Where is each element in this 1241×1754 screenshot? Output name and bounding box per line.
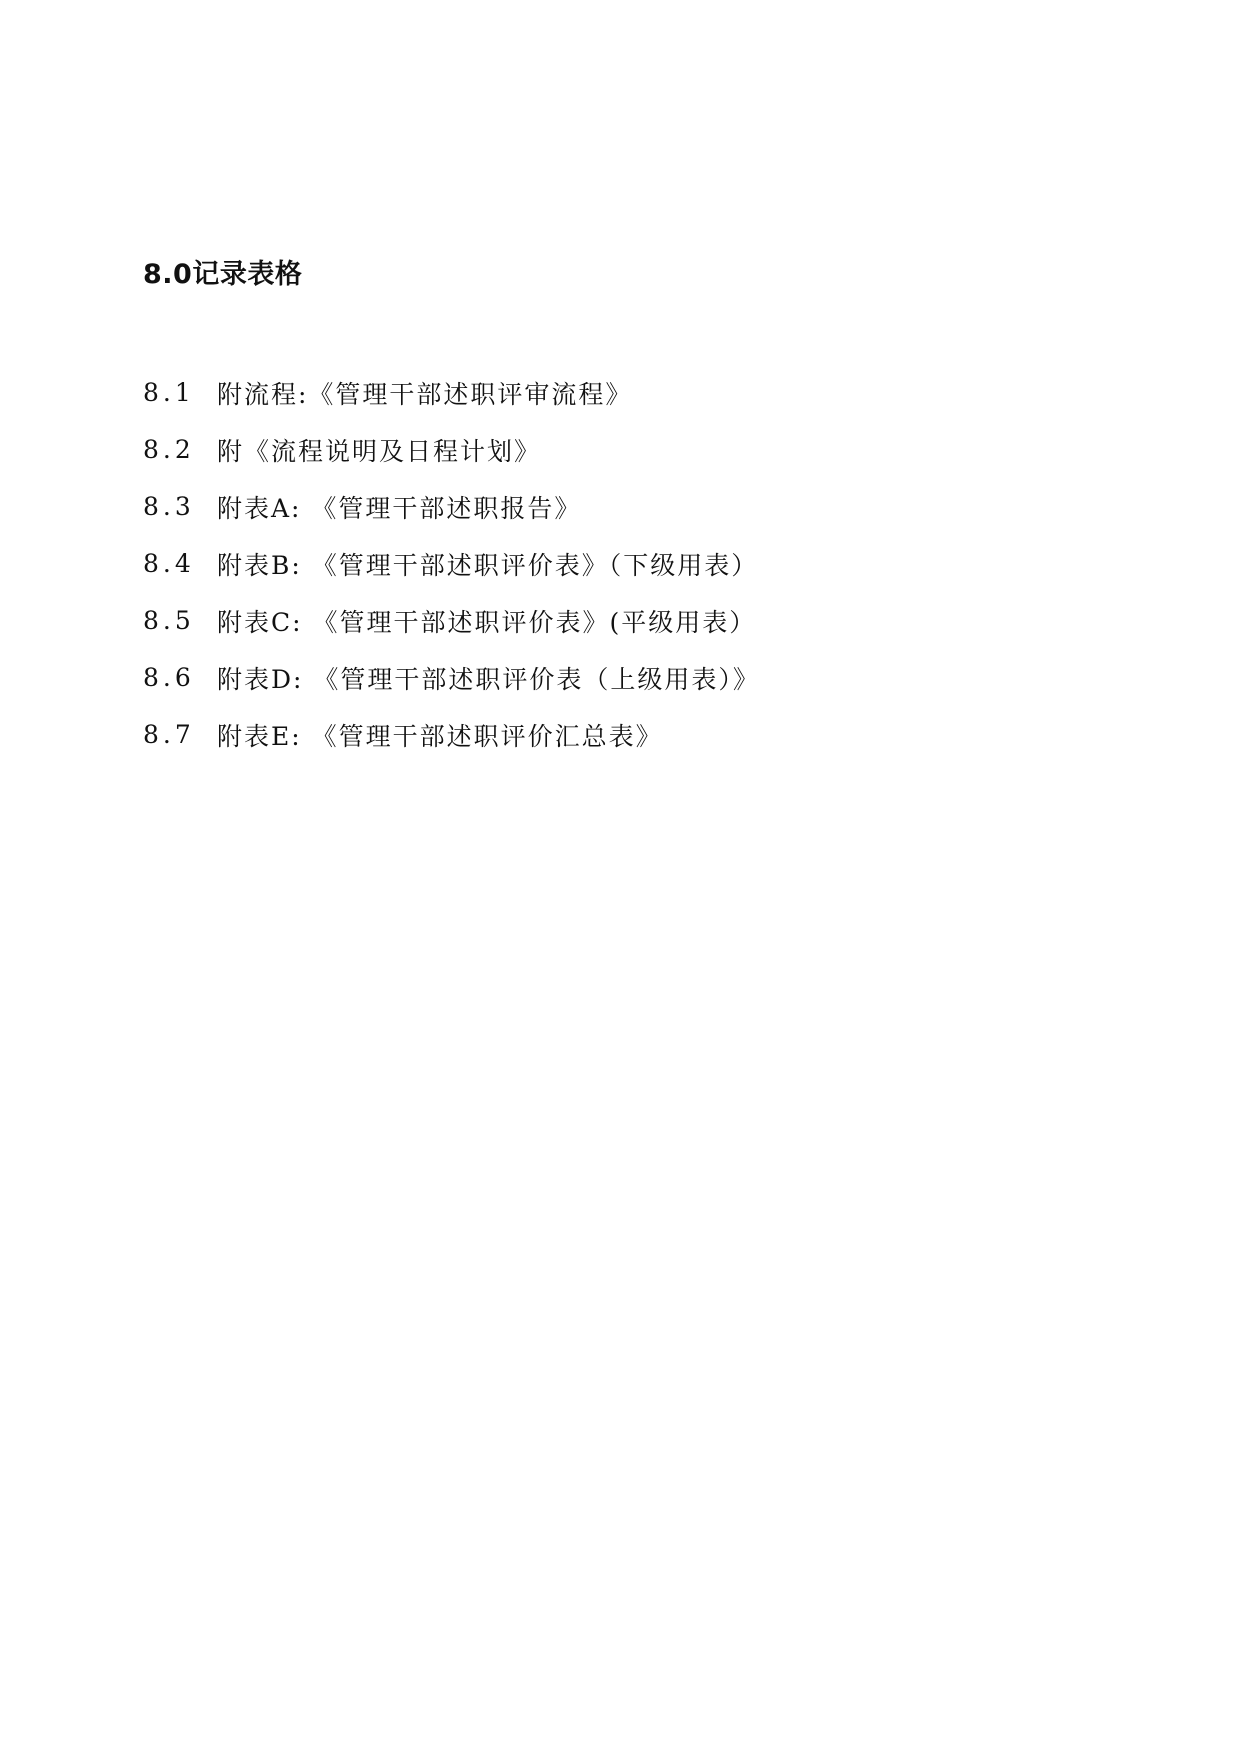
item-number: 8.4 xyxy=(143,549,195,578)
item-text: 附表E: 《管理干部述职评价汇总表》 xyxy=(217,721,663,751)
list-item-8-2 xyxy=(143,421,760,478)
item-text: 附流程:《管理干部述职评审流程》 xyxy=(217,379,633,409)
list-item-8-5 xyxy=(143,592,760,649)
item-number: 8.7 xyxy=(143,720,195,749)
item-number: 8.1 xyxy=(143,378,195,407)
item-text: 附表D: 《管理干部述职评价表（上级用表）》 xyxy=(217,664,760,694)
section-heading: 8.0记录表格 xyxy=(143,259,303,290)
item-text: 附表A: 《管理干部述职报告》 xyxy=(217,493,582,523)
list-item-8-1 xyxy=(143,364,760,421)
item-text: 附《流程说明及日程计划》 xyxy=(217,436,542,466)
item-number: 8.5 xyxy=(143,606,195,635)
item-number: 8.6 xyxy=(143,663,195,692)
item-text: 附表B: 《管理干部述职评价表》（下级用表） xyxy=(217,550,759,580)
list-item-8-6 xyxy=(143,649,760,706)
item-number: 8.3 xyxy=(143,492,195,521)
record-form-list xyxy=(143,364,760,763)
list-item-8-4 xyxy=(143,535,760,592)
list-item-8-7 xyxy=(143,706,760,763)
list-item-8-3 xyxy=(143,478,760,535)
item-text: 附表C: 《管理干部述职评价表》(平级用表） xyxy=(217,607,757,637)
item-number: 8.2 xyxy=(143,435,195,464)
